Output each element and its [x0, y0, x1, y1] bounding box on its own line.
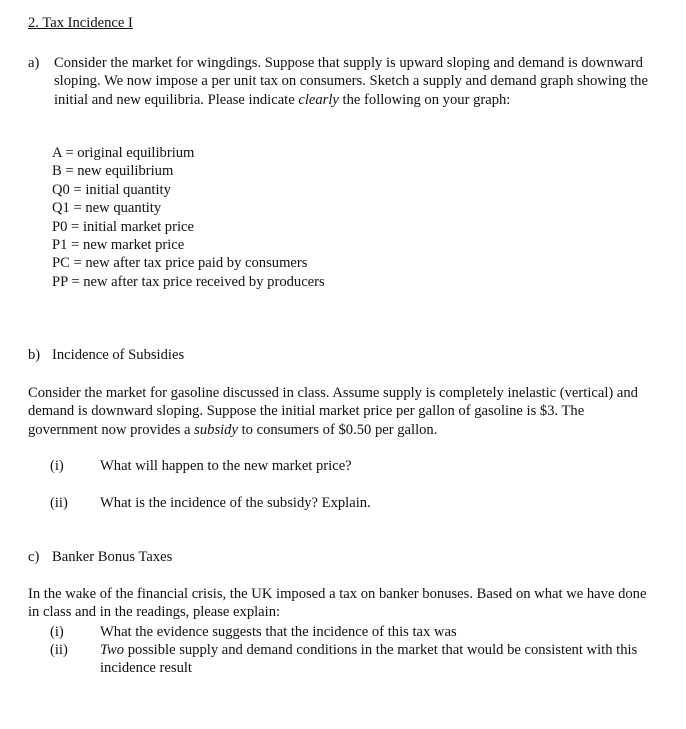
graph-legend-list	[52, 144, 325, 291]
part-a-label: a)	[28, 55, 40, 71]
part-b-q2-number: (ii)	[50, 495, 68, 511]
part-a-text-1: Consider the market for wingdings. Suppose that supply is upward sloping and demand is downward sloping. We now impose a per unit tax on consumers. Sketch a supply and demand graph showing the initial and new equilibria. Please indicate	[54, 55, 648, 108]
part-b-heading	[28, 346, 185, 364]
legend-item: P0 = initial market price	[52, 218, 194, 235]
legend-item: Q1 = new quantity	[52, 200, 162, 217]
legend-item: Q0 = initial quantity	[52, 181, 171, 198]
legend-item: P1 = new market price	[52, 237, 185, 254]
part-a-text-emphasis: clearly	[298, 91, 339, 108]
part-b-q2-text: What is the incidence of the subsidy? Explain.	[100, 495, 371, 511]
part-c-heading-text: Banker Bonus Taxes	[52, 549, 173, 565]
part-a-text	[54, 54, 664, 109]
part-c-q2-text	[100, 641, 660, 678]
legend-item: PP = new after tax price received by producers	[52, 273, 325, 290]
part-b-para-1: Consider the market for gasoline discussed in class. Assume supply is completely inelastic (vertical) and demand is downward sloping. Suppose the initial market price per gallon of gasoline is $3. The government now provides a	[28, 385, 638, 438]
part-b-para-2: to consumers of $0.50 per gallon.	[237, 421, 438, 438]
part-c-heading	[28, 548, 173, 566]
part-c-q2-emphasis: Two	[100, 642, 125, 658]
part-c-label: c)	[28, 549, 40, 565]
part-b-heading-text: Incidence of Subsidies	[52, 347, 185, 363]
part-b-label: b)	[28, 347, 41, 363]
part-b-paragraph	[28, 384, 648, 439]
part-a-text-2: the following on your graph:	[338, 91, 511, 108]
part-c-q1-number: (i)	[50, 624, 64, 640]
part-c-q2-number: (ii)	[50, 642, 68, 658]
part-b-para-emphasis: subsidy	[194, 421, 238, 438]
part-c-q1-text: What the evidence suggests that the incidence of this tax was	[100, 624, 457, 640]
legend-item: A = original equilibrium	[52, 145, 195, 161]
part-c-q2-rest: possible supply and demand conditions in the market that would be consistent with this incidence result	[100, 642, 638, 677]
section-title: 2. Tax Incidence I	[28, 15, 133, 31]
legend-item: PC = new after tax price paid by consumers	[52, 255, 308, 272]
part-c-paragraph: In the wake of the financial crisis, the UK imposed a tax on banker bonuses. Based on what we have done in class and in the readings, please explain:	[28, 586, 647, 621]
legend-item: B = new equilibrium	[52, 163, 174, 180]
part-b-q1-number: (i)	[50, 458, 64, 474]
part-b-q1-text: What will happen to the new market price?	[100, 458, 352, 474]
